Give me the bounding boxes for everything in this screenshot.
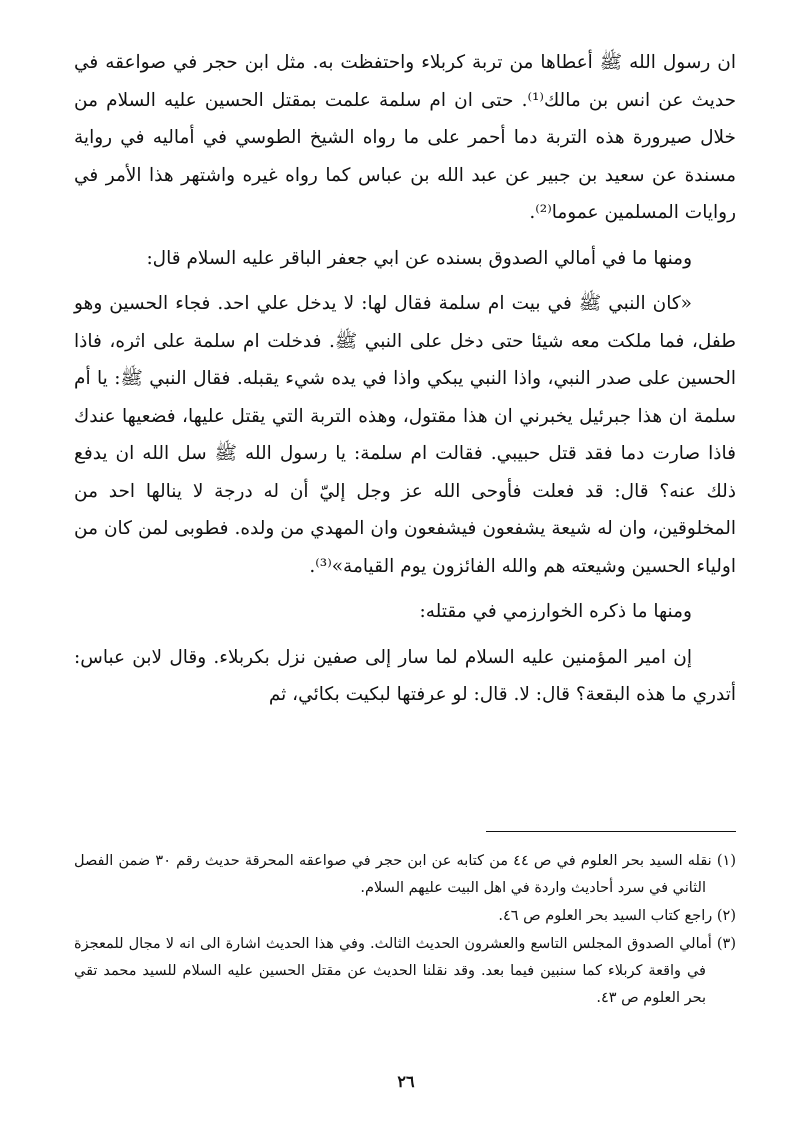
paragraph-4: ومنها ما ذكره الخوارزمي في مقتله: [419,601,692,622]
page-number: ٢٦ [397,1072,415,1091]
main-text [74,44,736,722]
footnote-1: (١) نقله السيد بحر العلوم في ص ٤٤ من كتابه عن ابن حجر في صواعقه المحرقة حديث رقم ٣٠ ضمن الفصل الثاني في سرد أحاديث واردة في اهل البيت عليهم السلام. [74,853,736,896]
footnote-3: (٣) أمالي الصدوق المجلس التاسع والعشرون الحديث الثالث. وفي هذا الحديث اشارة الى انه لا مجال للمعجزة في واقعة كربلاء كما سنبين فيما بعد. وقد نقلنا الحديث عن مقتل الحسين عليه السلام للسيد محمد تقي بحر العلوم ص ٤٣. [74,936,736,1006]
paragraph-2: ومنها ما في أمالي الصدوق بسنده عن ابي جعفر الباقر عليه السلام قال: [146,247,692,269]
paragraph-1: ان رسول الله ﷺ أعطاها من تربة كربلاء واحتفظت به. مثل ابن حجر في صواعقه في حديث عن انس بن مالك⁽¹⁾. حتى ان ام سلمة علمت بمقتل الحسين عليه السلام من خلال صيرورة هذه التربة دما أحمر على ما رواه الشيخ الطوسي في أماليه في رواية مسندة عن سعيد بن جبير عن عبد الله بن عباس كما رواه غيره واشتهر هذا الأمر في روايات المسلمين عموما⁽²⁾. [74,52,737,223]
paragraph-5: إن امير المؤمنين عليه السلام لما سار إلى صفين نزل بكربلاء. وقال لابن عباس: أتدري ما هذه البقعة؟ قال: لا. قال: لو عرفتها لبكيت بكائي، ثم [74,646,736,705]
paragraph-3-hadith: «كان النبي ﷺ في بيت ام سلمة فقال لها: لا يدخل علي احد. فجاء الحسين وهو طفل، فما ملكت معه شيئا حتى دخل على النبي ﷺ. فدخلت ام سلمة على اثره، فاذا الحسين على صدر النبي، واذا النبي يبكي واذا في يده شيء يقبله. فقال النبي ﷺ: يا أم سلمة ان هذا جبرئيل يخبرني ان هذا مقتول، وهذه التربة التي يقتل عليها، فضعيها عندك فاذا صارت دما فقد قتل حبيبي. فقالت ام سلمة: يا رسول الله ﷺ سل الله ان يدفع ذلك عنه؟ قال: قد فعلت فأوحى الله عز وجل إليّ أن له درجة لا ينالها احد من المخلوقين، وان له شيعة يشفعون فيشفعون وان المهدي من ولده. فطوبى لمن كان من اولياء الحسين وشيعته هم والله الفائزون يوم القيامة»⁽³⁾. [74,293,736,577]
footnotes [74,848,736,1013]
footnote-2: (٢) راجع كتاب السيد بحر العلوم ص ٤٦. [498,908,736,924]
footnote-divider [486,831,736,832]
